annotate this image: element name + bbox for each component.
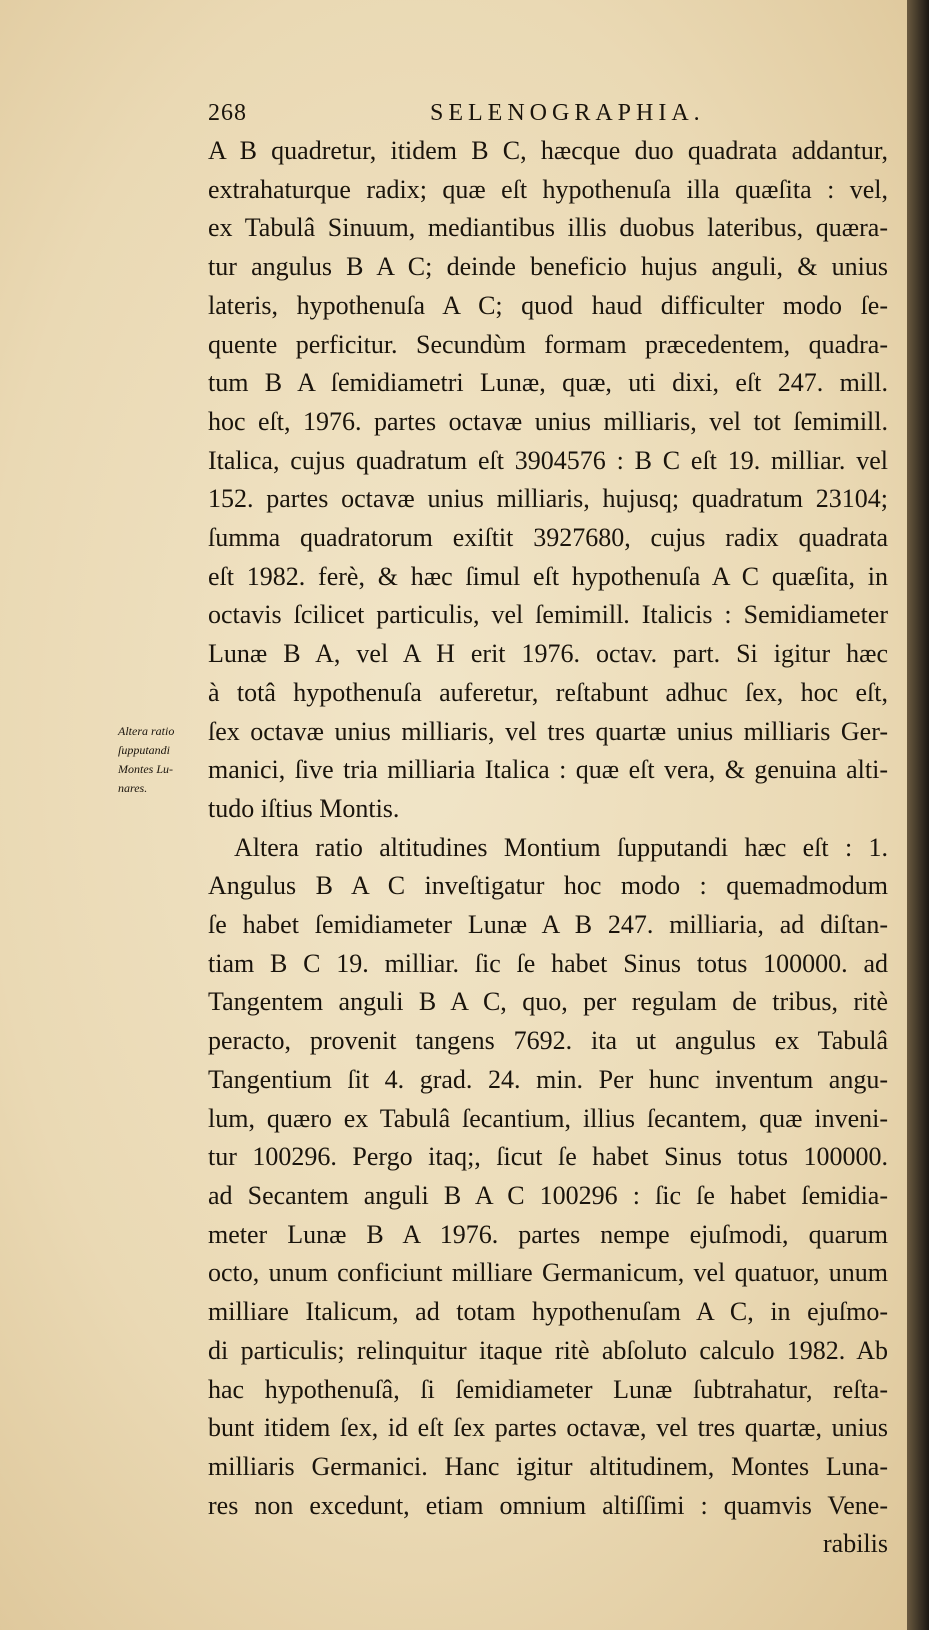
paragraph-2 <box>208 829 888 1526</box>
running-header <box>208 100 888 132</box>
text-line: ſe habet ſemidiameter Lunæ A B 247. milliaria, ad diſtan- <box>208 910 888 940</box>
body-text <box>208 132 888 1564</box>
text-line: bunt itidem ſex, id eſt ſex partes octavæ, vel tres quartæ, unius <box>208 1413 888 1443</box>
text-line: Tangentium ſit 4. grad. 24. min. Per hunc inventum angu- <box>208 1064 888 1094</box>
catchword: rabilis <box>823 1529 888 1559</box>
marginal-note-line: ſupputandi <box>118 743 171 757</box>
page-number: 268 <box>208 100 247 126</box>
text-line: hoc eſt, 1976. partes octavæ unius milliaris, vel tot ſemimill. <box>208 406 888 436</box>
text-line: à totâ hypothenuſa auferetur, reſtabunt adhuc ſex, hoc eſt, <box>208 677 888 707</box>
text-line: extrahaturque radix; quæ eſt hypothenuſa illa quæſita : vel, <box>208 174 888 204</box>
text-line: meter Lunæ B A 1976. partes nempe ejuſmodi, quarum <box>208 1219 888 1249</box>
text-line: Angulus B A C inveſtigatur hoc modo : quemadmodum <box>208 871 888 901</box>
text-line: ſumma quadratorum exiſtit 3927680, cujus radix quadrata <box>208 523 888 553</box>
text-line: 152. partes octavæ unius milliaris, hujusq; quadratum 23104; <box>208 484 888 514</box>
text-line: ex Tabulâ Sinuum, mediantibus illis duobus lateribus, quæra- <box>208 213 888 243</box>
text-line: tiam B C 19. milliar. ſic ſe habet Sinus totus 100000. ad <box>208 948 888 978</box>
text-line: lum, quæro ex Tabulâ ſecantium, illius ſecantem, quæ inveni- <box>208 1103 888 1133</box>
text-line: lateris, hypothenuſa A C; quod haud difficulter modo ſe- <box>208 290 888 320</box>
text-line: tum B A ſemidiametri Lunæ, quæ, uti dixi, eſt 247. mill. <box>208 368 888 398</box>
text-line: eſt 1982. ferè, & hæc ſimul eſt hypothenuſa A C quæſita, in <box>208 561 888 591</box>
text-line: milliare Italicum, ad totam hypothenuſam A C, in ejuſmo- <box>208 1297 888 1327</box>
marginal-note <box>118 722 208 798</box>
text-line: Lunæ B A, vel A H erit 1976. octav. part. Si igitur hæc <box>208 639 888 669</box>
text-line: manici, ſive tria milliaria Italica : quæ eſt vera, & genuina alti- <box>208 755 888 785</box>
text-line: octavis ſcilicet particulis, vel ſemimill. Italicis : Semidiameter <box>208 600 888 630</box>
text-line: di particulis; relinquitur itaque ritè abſoluto calculo 1982. Ab <box>208 1335 888 1365</box>
text-line: hac hypothenuſâ, ſi ſemidiameter Lunæ ſubtrahatur, reſta- <box>208 1374 888 1404</box>
text-line: Italica, cujus quadratum eſt 3904576 : B C eſt 19. milliar. vel <box>208 445 888 475</box>
text-line: tur angulus B A C; deinde beneficio hujus anguli, & unius <box>208 252 888 282</box>
text-line: Altera ratio altitudines Montium ſupputandi hæc eſt : 1. <box>234 832 888 862</box>
marginal-note-line: nares. <box>118 781 148 795</box>
text-line: res non excedunt, etiam omnium altiſſimi : quamvis Vene- <box>208 1490 888 1520</box>
page-edge-shadow <box>907 0 929 1630</box>
text-line: Tangentem anguli B A C, quo, per regulam de tribus, ritè <box>208 987 888 1017</box>
text-line: octo, unum conficiunt milliare Germanicum, vel quatuor, unum <box>208 1258 888 1288</box>
text-line: peracto, provenit tangens 7692. ita ut angulus ex Tabulâ <box>208 1026 888 1056</box>
running-title: SELENOGRAPHIA. <box>430 100 705 126</box>
text-line: tudo iſtius Montis. <box>208 793 400 823</box>
marginal-note-line: Altera ratio <box>118 724 175 738</box>
text-line: quente perficitur. Secundùm formam præcedentem, quadra- <box>208 329 888 359</box>
marginal-note-line: Montes Lu- <box>118 762 173 776</box>
text-line: milliaris Germanici. Hanc igitur altitudinem, Montes Luna- <box>208 1451 888 1481</box>
text-line: A B quadretur, itidem B C, hæcque duo quadrata addantur, <box>208 136 888 165</box>
text-line: tur 100296. Pergo itaq;, ſicut ſe habet Sinus totus 100000. <box>208 1142 888 1172</box>
text-line: ad Secantem anguli B A C 100296 : ſic ſe habet ſemidia- <box>208 1180 888 1210</box>
paragraph-1 <box>208 132 888 829</box>
text-line: ſex octavæ unius milliaris, vel tres quartæ unius milliaris Ger- <box>208 716 888 746</box>
